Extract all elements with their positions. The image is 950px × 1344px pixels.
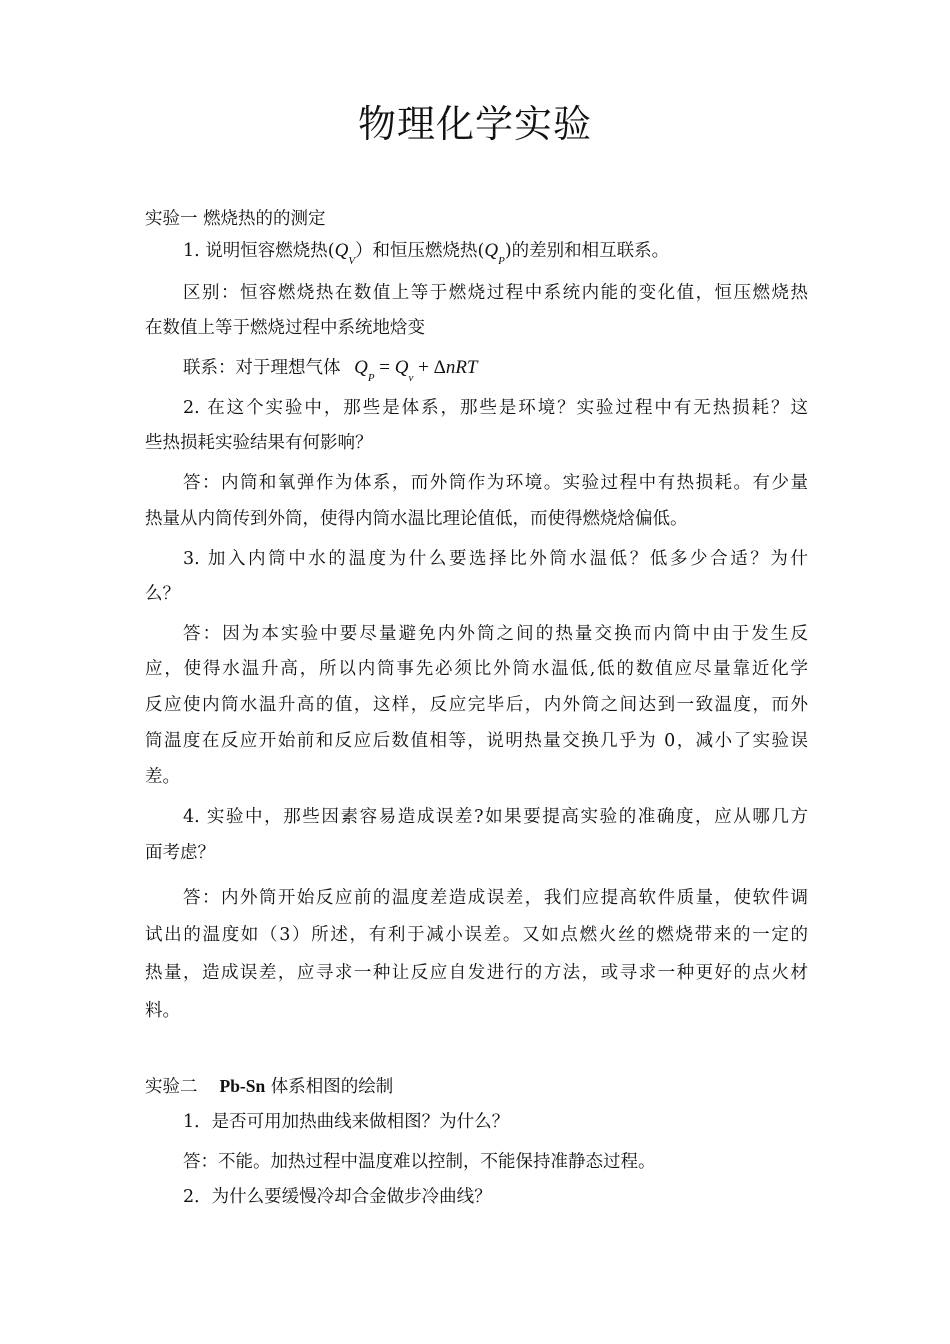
exp1-question-2-line-1: 2. 在这个实验中，那些是体系，那些是环境？实验过程中有无热损耗？这 (183, 398, 808, 418)
experiment-2-heading (145, 1073, 393, 1100)
qv-subscript: V (348, 255, 356, 267)
exp1-question-3-line-2: 么？ (145, 584, 180, 604)
exp2-heading-prefix: 实验二 (145, 1077, 198, 1097)
exp1-answer-4-line-2: 试出的温度如（3）所述，有利于减小误差。又如点燃火丝的燃烧带来的一定的 (145, 925, 808, 945)
formula-lhs-sub: P (367, 372, 375, 384)
exp1-answer-4-line-1: 答：内外筒开始反应前的温度差造成误差，我们应提高软件质量，使软件调 (183, 888, 808, 908)
exp1-answer-4-line-3: 热量，造成误差，应寻求一种让反应自发进行的方法，或寻求一种更好的点火材 (145, 963, 808, 983)
exp1-answer-2-line-2: 热量从内筒传到外筒，使得内筒水温比理论值低，而使得燃烧焓偏低。 (145, 509, 688, 529)
exp1-question-2-line-2: 些热损耗实验结果有何影响？ (145, 433, 373, 453)
experiment-1-heading: 实验一 燃烧热的的测定 (145, 209, 326, 229)
exp1-answer-4-line-4: 料。 (145, 1001, 180, 1021)
exp1-question-1 (183, 238, 669, 266)
exp2-question-2: 2．为什么要缓慢冷却合金做步冷曲线？ (183, 1187, 492, 1207)
relation-formula (354, 357, 478, 384)
exp1-answer-2-line-1: 答：内筒和氧弹作为体系，而外筒作为环境。实验过程中有热损耗。有少量 (183, 473, 808, 493)
formula-equals: = (374, 357, 395, 378)
formula-rhs: Q (394, 357, 409, 378)
exp1-answer-3-line-1: 答：因为本实验中要尽量避免内外筒之间的热量交换而内筒中由于发生反 (183, 624, 808, 644)
exp1-relation (183, 355, 478, 383)
q1-suffix: )的差别和相互联系。 (504, 241, 670, 261)
exp1-answer-3-line-3: 反应使内筒水温升高的值，这样，反应完毕后，内外筒之间达到一致温度，而外 (145, 695, 808, 715)
exp1-difference-line-2: 在数值上等于燃烧过程中系统地焓变 (145, 318, 425, 338)
formula-plus-delta: + Δ (413, 357, 446, 378)
qp-symbol: Q (484, 240, 499, 261)
exp1-answer-3-line-4: 筒温度在反应开始前和反应后数值相等，说明热量交换几乎为 0，减小了实验误 (145, 731, 808, 751)
formula-tail: nRT (445, 357, 478, 378)
exp2-question-1: 1．是否可用加热曲线来做相图？为什么？ (183, 1112, 510, 1132)
exp1-answer-3-line-2: 应，使得水温升高，所以内筒事先必须比外筒水温低,低的数值应尽量靠近化学 (145, 659, 808, 679)
exp2-answer-1: 答：不能。加热过程中温度难以控制，不能保持准静态过程。 (183, 1152, 656, 1172)
exp1-answer-3-line-5: 差。 (145, 767, 180, 787)
formula-lhs: Q (354, 357, 368, 378)
relation-label: 联系：对于理想气体 (183, 358, 341, 378)
exp1-question-3-line-1: 3. 加入内筒中水的温度为什么要选择比外筒水温低？低多少合适？为什 (183, 549, 808, 569)
exp2-heading-suffix: 体系相图的绘制 (265, 1077, 394, 1097)
qp-subscript: P (498, 255, 505, 267)
qv-symbol: Q (334, 240, 349, 261)
exp1-difference-line-1: 区别：恒容燃烧热在数值上等于燃烧过程中系统内能的变化值，恒压燃烧热 (183, 283, 808, 303)
document-title: 物理化学实验 (357, 102, 592, 146)
exp2-heading-bold: Pb-Sn (219, 1076, 266, 1096)
exp1-question-4-line-1: 4. 实验中，那些因素容易造成误差?如果要提高实验的准确度，应从哪几方 (183, 807, 808, 827)
q1-prefix: 1. 说明恒容燃烧热( (183, 241, 335, 261)
exp1-question-4-line-2: 面考虑？ (145, 843, 215, 863)
formula-rhs-sub: v (408, 372, 414, 384)
q1-mid: ）和恒压燃烧热( (355, 241, 485, 261)
